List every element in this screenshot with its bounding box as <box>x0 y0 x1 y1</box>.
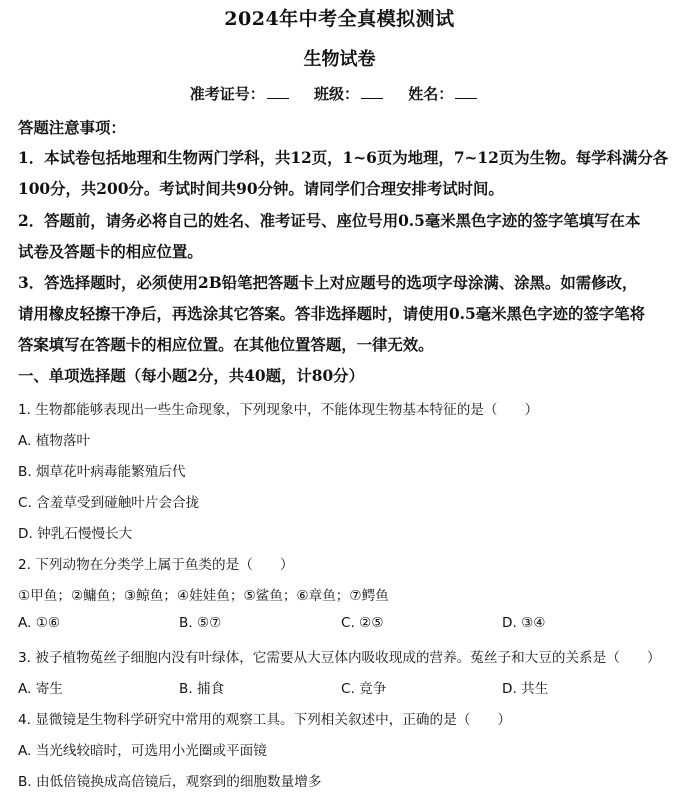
question-1-option-c: C. 含羞草受到碰触叶片会合拢 <box>18 495 200 511</box>
candidate-info <box>0 83 679 104</box>
note-line-3: 2．答题前，请务必将自己的姓名、准考证号、座位号用0.5毫米黑色字迹的签字笔填写在本 <box>18 212 641 230</box>
question-4-stem: 4. 显微镜是生物科学研究中常用的观察工具。下列相关叙述中，正确的是（ ） <box>18 712 512 728</box>
exam-title: 2024年中考全真模拟测试 <box>224 8 455 30</box>
note-line-6: 请用橡皮轻擦干净后，再选涂其它答案。答非选择题时，请使用0.5毫米黑色字迹的签字笔将 <box>18 305 646 323</box>
class-label: 班级： <box>313 85 359 103</box>
note-line-2: 100分，共200分。考试时间共90分钟。请同学们合理安排考试时间。 <box>18 180 504 198</box>
notes-heading: 答题注意事项： <box>18 119 126 137</box>
question-3-stem: 3. 被子植物菟丝子细胞内没有叶绿体，它需要从大豆体内吸收现成的营养。菟丝子和大豆的关系是（ ） <box>18 650 661 666</box>
note-line-4: 试卷及答题卡的相应位置。 <box>18 243 203 261</box>
question-3-option-a: A. 寄生 <box>18 681 63 697</box>
name-blank <box>455 84 477 99</box>
question-2-list: ①甲鱼；②鳙鱼；③鲸鱼；④娃娃鱼；⑤鲨鱼；⑥章鱼；⑦鳄鱼 <box>18 588 389 604</box>
note-line-7: 答案填写在答题卡的相应位置。在其他位置答题，一律无效。 <box>18 336 434 354</box>
note-line-5: 3．答选择题时，必须使用2B铅笔把答题卡上对应题号的选项字母涂满、涂黑。如需修改， <box>18 274 638 292</box>
section-heading: 一、单项选择题（每小题2分，共40题，计80分） <box>18 367 364 385</box>
note-line-1: 1．本试卷包括地理和生物两门学科，共12页，1~6页为地理，7~12页为生物。每学科满分各 <box>18 149 669 167</box>
question-3-option-b: B. 捕食 <box>179 681 225 697</box>
question-1-option-a: A. 植物落叶 <box>18 433 91 449</box>
question-3-option-c: C. 竞争 <box>341 681 387 697</box>
question-1-option-b: B. 烟草花叶病毒能繁殖后代 <box>18 464 186 480</box>
question-3-option-d: D. 共生 <box>502 681 549 697</box>
question-2-option-a: A. ①⑥ <box>18 615 61 631</box>
question-2-stem: 2. 下列动物在分类学上属于鱼类的是（ ） <box>18 557 294 573</box>
question-1-stem: 1. 生物都能够表现出一些生命现象，下列现象中，不能体现生物基本特征的是（ ） <box>18 402 539 418</box>
class-blank <box>361 84 383 99</box>
question-4-option-b: B. 由低倍镜换成高倍镜后，观察到的细胞数量增多 <box>18 774 322 790</box>
question-4-option-a: A. 当光线较暗时，可选用小光圈或平面镜 <box>18 743 267 759</box>
question-2-option-c: C. ②⑤ <box>341 615 384 631</box>
name-label: 姓名： <box>408 85 454 103</box>
exam-number-label: 准考证号： <box>189 85 265 103</box>
question-1-option-d: D. 钟乳石慢慢长大 <box>18 526 133 542</box>
exam-subtitle: 生物试卷 <box>303 49 376 70</box>
question-2-option-d: D. ③④ <box>502 615 546 631</box>
exam-number-blank <box>267 84 289 99</box>
question-2-option-b: B. ⑤⑦ <box>179 615 222 631</box>
